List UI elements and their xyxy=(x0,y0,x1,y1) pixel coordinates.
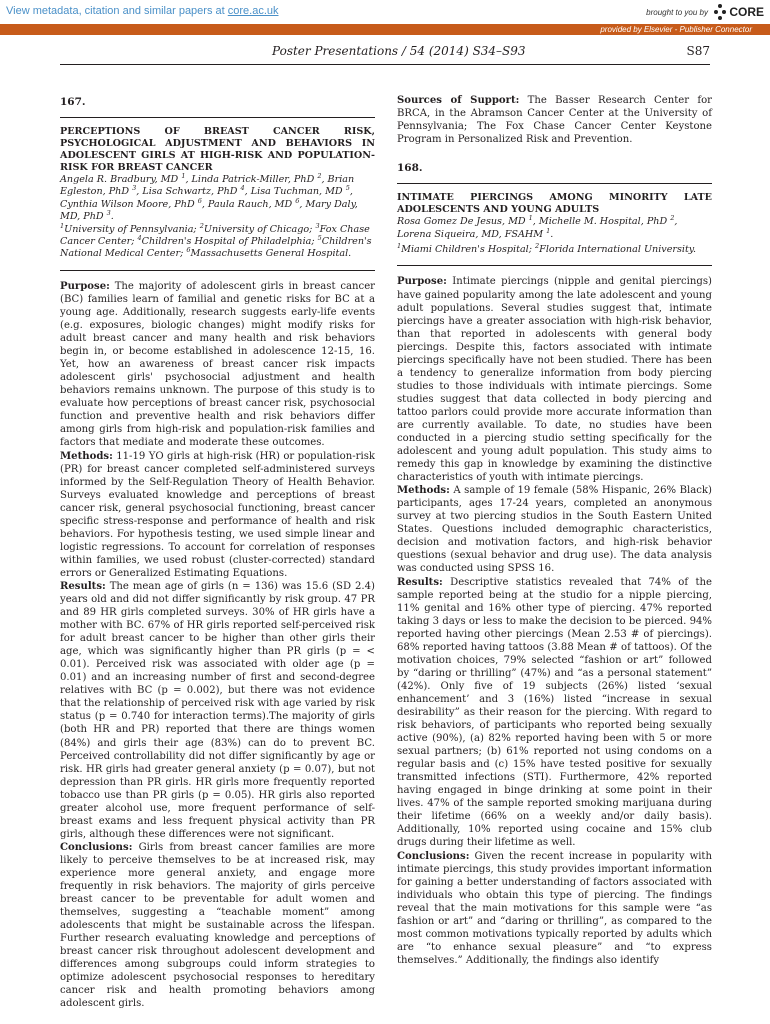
section-label: Results: xyxy=(60,580,106,592)
section-label: Results: xyxy=(397,576,443,588)
core-link-text[interactable]: View metadata, citation and similar papers at xyxy=(6,5,228,17)
divider xyxy=(397,183,712,184)
divider xyxy=(60,270,375,271)
page-number: S87 xyxy=(686,44,710,58)
abstract-number: 168. xyxy=(397,162,423,175)
paragraph-text: The majority of adolescent girls in breast cancer (BC) families learn of familial and genetic risks for BC at a young age. Additionally, research suggests early-life events (e.g. exposures, biologic changes) might modify risks for adult breast cancer and many health and risk behaviors begin in, or become established in adolescence 12-15, 16. Yet, how an awareness of breast cancer risk impacts adolescent girls' psychosocial adjustment and health behaviors remains unknown. The purpose of this study is to evaluate how perceptions of breast cancer risk, psychosocial function and preventive health and risk behaviors differ among girls from high-risk and population-risk families and factors that mediate and moderate these outcomes. xyxy=(60,280,375,449)
authors: Rosa Gomez De Jesus, MD $^1$, Michelle M. Hospital, PhD $^2$, Lorena Siqueira, MD, FSAHM $^1$. xyxy=(397,214,678,240)
core-metadata-link[interactable] xyxy=(6,5,279,17)
conclusions-paragraph xyxy=(397,850,712,967)
support-paragraph xyxy=(397,94,712,146)
provider-bar xyxy=(0,24,770,35)
brought-by-text: brought to you by xyxy=(646,8,708,17)
running-header xyxy=(60,44,710,62)
purpose-paragraph xyxy=(397,275,712,484)
provider-text: provided by Elsevier - Publisher Connector xyxy=(600,25,752,34)
section-label: Methods: xyxy=(60,450,113,462)
paragraph-text: The mean age of girls (n = 136) was 15.6 (SD 2.4) years old and did not differ significantly by risk group. 47 PR and 89 HR girls completed surveys. 30% of HR girls have a mother with BC. 67% of HR girls reported self-perceived risk for adult breast cancer to be higher than other girls their age, which was significantly higher than PR girls (p = < 0.01). Perceived risk was associated with older age (p = 0.01) and an increasing number of first and second-degree relatives with BC (p = 0.002), but there was not evidence that the relationship of perceived risk with age varied by risk status (p = 0.740 for interaction terms).The majority of girls (both HR and PR) reported that there are things women (84%) and girls their age (83%) can do to prevent BC. Perceived controllability did not differ significantly by age or risk. HR girls had greater general anxiety (p = 0.07), but not depression than PR girls. HR girls more frequently reported tobacco use than PR girls (p = 0.05). HR girls also reported greater alcohol use, more frequent performance of self-breast exams and less frequent physical activity than PR girls, although these differences were not significant. xyxy=(60,580,375,840)
abstract-title: INTIMATE PIERCINGS AMONG MINORITY LATE ADOLESCENTS AND YOUNG ADULTS xyxy=(397,192,712,216)
paragraph-text: The Basser Research Center for BRCA, in the Abramson Cancer Center at the University of Pennsylvania; The Fox Chase Cancer Center Keystone Program in Personalized Risk and Prevention. xyxy=(397,95,712,146)
paragraph-text: Intimate piercings (nipple and genital piercings) have gained popularity among the late adolescent and young adult populations. Several studies suggest that, intimate piercings have a greater association with high-risk behavior, than that reported in adolescents with general body piercings. Despite this, factors associated with intimate piercings specifically have not been studied. There has been a tendency to generalize information from body piercing studies to those individuals with intimate piercings. Some studies suggest that data collected in body piercing and tattoo parlors could provide more accurate information than are currently available. To date, no studies have been conducted in a piercing studio setting specifically for the adolescent and young adult population. This study aims to remedy this gap in knowledge by examining the distinctive characteristics of youth with intimate piercings. xyxy=(397,276,712,484)
abstract-title: PERCEPTIONS OF BREAST CANCER RISK, PSYCHOLOGICAL ADJUSTMENT AND BEHAVIORS IN ADOLESCENT GIRLS AT HIGH-RISK AND POPULATION-RISK FOR BREAST CANCER xyxy=(60,126,375,174)
section-label: Methods: xyxy=(397,485,450,497)
right-column xyxy=(397,90,712,967)
left-column xyxy=(60,90,375,1011)
paragraph-text: Girls from breast cancer families are more likely to perceive themselves to be at increased risk, may experience more general anxiety, and engage more frequently in risk behaviors. The majority of girls perceive breast cancer to be preventable for adult women and themselves, suggesting a “teachable moment” among adolescents that might be sustainable across the lifespan. Further research evaluating knowledge and perceptions of breast cancer risk throughout adolescent development and differences among subgroups could inform strategies to optimize adolescent psychosocial responses to hereditary cancer risk and health promoting behaviors among adolescent girls. xyxy=(60,841,375,1010)
section-label: Sources of Support: xyxy=(397,95,520,106)
results-paragraph xyxy=(397,576,712,850)
section-label: Conclusions: xyxy=(397,850,470,862)
paragraph-text: A sample of 19 female (58% Hispanic, 26% Black) participants, ages 17-24 years, completed an anonymous survey at two piercing studios in the South Eastern United States. Questions included demographic characteristics, decision and motivation factors, and high-risk behavior questions (sexual behavior and drug use). The data analysis was conducted using SPSS 16. xyxy=(397,485,712,575)
core-link-domain[interactable]: core.ac.uk xyxy=(227,5,279,17)
header-rule xyxy=(60,64,710,65)
core-logo[interactable] xyxy=(714,2,764,22)
purpose-paragraph xyxy=(60,280,375,450)
core-logo-text: CORE xyxy=(729,5,764,19)
authors: Angela R. Bradbury, MD $^1$, Linda Patrick-Miller, PhD $^2$, Brian Egleston, PhD $^3$, Lisa Schwartz, PhD $^4$, Lisa Tuchman, MD $^5$, Cynthia Wilson Moore, PhD $^6$, Paula Rauch, MD $^6$, Mary Daly, MD, PhD $^3$. xyxy=(60,171,358,223)
section-label: Purpose: xyxy=(60,280,110,292)
section-label: Conclusions: xyxy=(60,841,133,853)
divider xyxy=(397,265,712,266)
abstract-number: 167. xyxy=(60,96,86,108)
section-label: Purpose: xyxy=(397,276,447,288)
divider xyxy=(60,117,375,118)
journal-citation: Poster Presentations / 54 (2014) S34–S93 xyxy=(272,44,526,58)
results-paragraph xyxy=(60,580,375,841)
conclusions-paragraph xyxy=(60,841,375,1011)
affiliations: $^1$University of Pennsylvania; $^2$University of Chicago; $^3$Fox Chase Cancer Center; $^4$Children's Hospital of Philadelphia; $^5$Children's National Medical Center; $^6$Massachusetts General Hospital. xyxy=(60,221,372,260)
paragraph-text: Descriptive statistics revealed that 74% of the sample reported being at the studio for a nipple piercing, 11% genital and 16% other type of piercing. 47% reported taking 3 days or less to make the decision to be pierced. 94% reported having other piercings (Mean 2.53 # of piercings). 68% reported having tattoos (3.88 Mean # of tattoos). Of the motivation choices, 79% selected “fashion or art” followed by “daring or thrilling” (47%) and “as a personal statement” (42%). Only five of 19 subjects (26%) listed ‘sexual enhancement’ and 3 (16%) listed “increase in sexual desirability” as their reason for the piercing. With regard to risk behaviors, of participants who reported being sexually active (90%), (a) 82% reported having been with 5 or more sexual partners; (b) 61% reported not using condoms on a regular basis and (c) 15% have tested positive for sexually transmitted infections (STI). Furthermore, 42% reported having engaged in binge drinking at some point in their lives. 47% of the sample reported smoking marijuana during their lifetime (66% on a weekly and/or daily basis). Additionally, 10% reported using cocaine and 15% club drugs during their lifetime as well. xyxy=(397,576,712,849)
core-logo-icon xyxy=(714,4,726,20)
paragraph-text: 11-19 YO girls at high-risk (HR) or population-risk (PR) for breast cancer completed self-administered surveys informed by the Self-Regulation Theory of Health Behavior. Surveys evaluated knowledge and perceptions of breast cancer risk, general psychosocial functioning, breast cancer specific stress-response and performance of health and risk behaviors. For hypothesis testing, we used simple linear and logistic regressions. To account for correlation of responses within families, we used robust (cluster-corrected) standard errors or Generalized Estimating Equations. xyxy=(60,450,375,579)
methods-paragraph xyxy=(60,450,375,580)
affiliations: $^1$Miami Children's Hospital; $^2$Florida International University. xyxy=(397,241,696,256)
core-banner xyxy=(0,0,770,24)
paragraph-text: Given the recent increase in popularity with intimate piercings, this study provides important information for gaining a better understanding of factors associated with individuals who obtain this type of piercing. The findings reveal that the main motivations for this sample were “as fashion or art” and “daring or thrilling”, as compared to the most common motivations typically reported by adults which are “to enhance sexual pleasure” and “to express themselves.” Additionally, the findings also identify xyxy=(397,850,712,966)
methods-paragraph xyxy=(397,484,712,575)
